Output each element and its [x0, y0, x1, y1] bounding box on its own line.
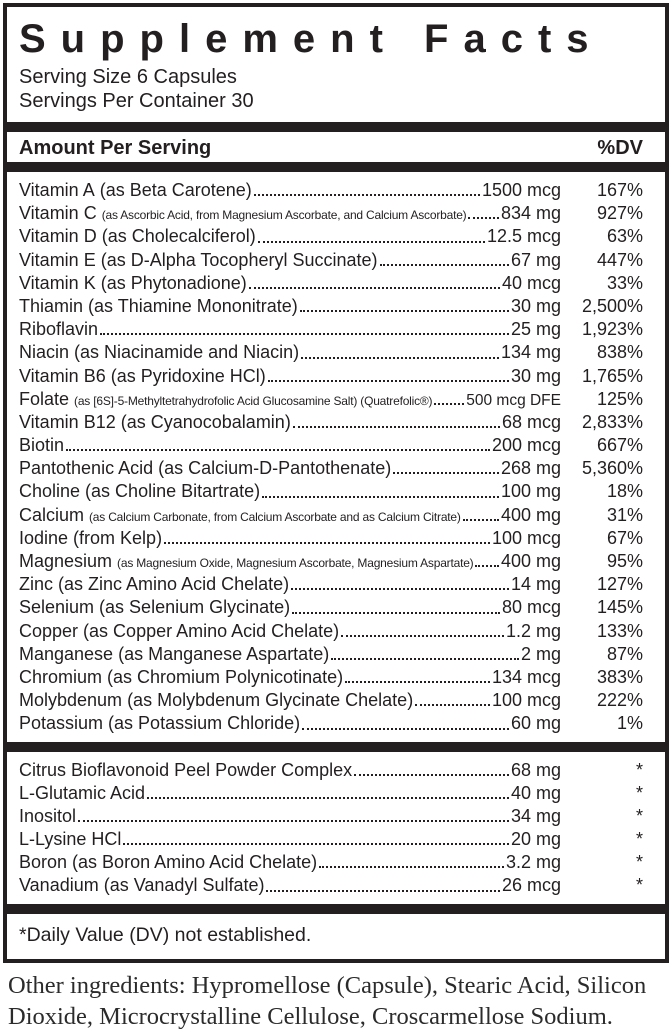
dot-leader — [380, 264, 509, 266]
secondary-nutrient-table — [7, 752, 665, 904]
nutrient-name: Vitamin E — [19, 249, 96, 270]
serving-size: Serving Size 6 Capsules — [19, 66, 237, 88]
nutrient-detail: (as Zinc Amino Acid Chelate) — [58, 574, 290, 595]
dot-leader — [78, 820, 509, 822]
nutrient-row — [19, 202, 643, 225]
nutrient-row — [19, 596, 643, 619]
nutrient-amount: 20 mg — [510, 829, 561, 850]
nutrient-dv: 2,833% — [581, 411, 643, 432]
nutrient-row — [19, 272, 643, 295]
dot-leader — [434, 403, 464, 405]
nutrient-dv: 133% — [596, 620, 643, 641]
nutrient-dv: 33% — [606, 272, 643, 293]
nutrient-dv: 127% — [596, 574, 643, 595]
dot-leader — [415, 704, 490, 706]
nutrient-row — [19, 573, 643, 596]
dot-leader — [291, 588, 509, 590]
nutrient-detail: (as Magnesium Oxide, Magnesium Ascorbate, Magnesium Aspartate) — [117, 556, 474, 570]
nutrient-row — [19, 874, 643, 897]
nutrient-detail: (as Molybdenum Glycinate Chelate) — [127, 690, 414, 711]
nutrient-dv: * — [635, 782, 643, 803]
section-divider-bar — [7, 904, 665, 914]
nutrient-amount: 1.2 mg — [505, 620, 561, 641]
nutrient-amount: 200 mcg — [491, 435, 561, 456]
nutrient-name: Vitamin A — [19, 180, 95, 200]
dot-leader — [331, 658, 519, 660]
dot-leader — [100, 333, 509, 335]
nutrient-dv: * — [635, 875, 643, 896]
nutrient-amount: 3.2 mg — [505, 852, 561, 873]
nutrient-amount: 100 mcg — [491, 690, 561, 711]
dot-leader — [354, 774, 509, 776]
dot-leader — [475, 565, 498, 567]
nutrient-amount: 834 mg — [500, 203, 561, 224]
nutrient-dv: 63% — [606, 226, 643, 247]
nutrient-row — [19, 828, 643, 851]
nutrient-detail: (as Thiamine Mononitrate) — [88, 295, 298, 316]
nutrient-amount: 30 mg — [510, 365, 561, 386]
nutrient-name: Riboflavin — [19, 319, 99, 340]
nutrient-row — [19, 365, 643, 388]
nutrient-name: L-Glutamic Acid — [19, 782, 146, 803]
nutrient-row — [19, 643, 643, 666]
nutrient-row — [19, 504, 643, 527]
nutrient-name: Niacin — [19, 342, 70, 363]
section-divider-bar — [7, 742, 665, 752]
nutrient-row — [19, 759, 643, 782]
nutrient-dv: 667% — [596, 435, 643, 456]
nutrient-row — [19, 480, 643, 503]
dot-leader — [258, 241, 485, 243]
nutrient-dv: 95% — [606, 551, 643, 571]
nutrient-row — [19, 712, 643, 735]
nutrient-detail: (as [6S]-5-Methyltetrahydrofolic Acid Glucosamine Salt) (Quatrefolic®) — [74, 393, 433, 408]
nutrient-dv: 167% — [596, 180, 643, 200]
nutrient-detail: (as Manganese Aspartate) — [118, 643, 330, 664]
column-header-row — [7, 132, 665, 164]
nutrient-amount: 100 mcg — [491, 527, 561, 548]
nutrient-row — [19, 179, 643, 202]
nutrient-name: Calcium — [19, 504, 85, 525]
nutrient-amount: 134 mcg — [491, 666, 561, 687]
nutrient-dv: 2,500% — [581, 295, 643, 316]
nutrient-detail: (as Calcium-D-Pantothenate) — [158, 458, 392, 479]
nutrient-name: Molybdenum — [19, 690, 123, 711]
column-header-dv: %DV — [597, 137, 643, 159]
dot-leader — [147, 797, 509, 799]
nutrient-row — [19, 457, 643, 480]
nutrient-dv: 31% — [606, 504, 643, 525]
dot-leader — [300, 310, 509, 312]
nutrient-name: Vitamin C — [19, 203, 97, 224]
nutrient-row — [19, 689, 643, 712]
nutrient-row — [19, 388, 643, 411]
nutrient-row — [19, 527, 643, 550]
nutrient-amount: 25 mg — [510, 319, 561, 340]
nutrient-dv: 145% — [596, 597, 643, 618]
nutrient-row — [19, 295, 643, 318]
dot-leader — [463, 519, 499, 521]
dot-leader — [345, 681, 490, 683]
nutrient-amount: 12.5 mcg — [486, 226, 561, 247]
nutrient-detail: (as Calcium Carbonate, from Calcium Ascorbate and as Calcium Citrate) — [89, 509, 461, 524]
dot-leader — [66, 449, 490, 451]
nutrient-amount: 400 mg — [500, 504, 561, 525]
nutrient-row — [19, 620, 643, 643]
nutrient-amount: 1500 mcg — [481, 180, 561, 200]
nutrient-dv: 18% — [606, 481, 643, 502]
dot-leader — [268, 380, 509, 382]
nutrient-dv: * — [635, 829, 643, 850]
nutrient-dv: 222% — [596, 690, 643, 711]
nutrient-name: Vitamin B12 — [19, 411, 116, 432]
nutrient-row — [19, 782, 643, 805]
nutrient-amount: 68 mg — [510, 759, 561, 780]
supplement-facts-panel — [3, 3, 669, 963]
dot-leader — [341, 635, 504, 637]
nutrient-dv: 1% — [616, 713, 643, 734]
nutrient-dv: 67% — [606, 527, 643, 548]
nutrient-row — [19, 805, 643, 828]
nutrient-detail: (as Cyanocobalamin) — [120, 411, 291, 432]
nutrient-dv: * — [635, 759, 643, 780]
nutrient-name: Manganese — [19, 643, 114, 664]
dot-leader — [301, 357, 499, 359]
nutrient-dv: 87% — [606, 643, 643, 664]
nutrient-amount: 80 mcg — [501, 597, 561, 618]
nutrient-amount: 40 mg — [510, 782, 561, 803]
nutrient-name: Pantothenic Acid — [19, 458, 154, 479]
nutrient-amount: 67 mg — [510, 249, 561, 270]
nutrient-dv: 383% — [596, 666, 643, 687]
nutrient-detail: (as Cholecalciferol) — [101, 226, 256, 247]
nutrient-name: Inositol — [19, 805, 77, 826]
other-ingredients: Other ingredients: Hypromellose (Capsule), Stearic Acid, Silicon Dioxide, Microcrystalline Cellulose, Croscarmellose Sodium. — [8, 971, 647, 1030]
nutrient-amount: 40 mcg — [501, 272, 561, 293]
column-header-amount: Amount Per Serving — [19, 137, 212, 159]
nutrient-detail: (as Ascorbic Acid, from Magnesium Ascorbate, and Calcium Ascorbate) — [101, 208, 467, 223]
nutrient-amount: 34 mg — [510, 805, 561, 826]
nutrient-detail: (as Beta Carotene) — [99, 180, 252, 200]
nutrient-amount: 68 mcg — [501, 411, 561, 432]
section-divider-bar — [7, 122, 665, 132]
nutrient-amount: 30 mg — [510, 295, 561, 316]
nutrient-dv: 838% — [596, 342, 643, 363]
nutrient-name: Boron — [19, 852, 68, 873]
nutrient-amount: 268 mg — [500, 458, 561, 479]
nutrient-detail: (as Chromium Polynicotinate) — [107, 666, 344, 687]
dot-leader — [293, 426, 500, 428]
nutrient-name: Magnesium — [19, 551, 113, 571]
nutrient-dv: 5,360% — [581, 458, 643, 479]
nutrient-row — [19, 318, 643, 341]
dot-leader — [319, 866, 504, 868]
nutrient-dv: 447% — [596, 249, 643, 270]
nutrient-row — [19, 225, 643, 248]
nutrient-name: Vanadium — [19, 875, 99, 896]
nutrient-name: Potassium — [19, 713, 104, 734]
nutrient-name: Copper — [19, 620, 79, 641]
nutrient-amount: 26 mcg — [501, 875, 561, 896]
nutrient-detail: (as Niacinamide and Niacin) — [74, 342, 300, 363]
section-divider-bar — [7, 164, 665, 172]
nutrient-detail: (as Copper Amino Acid Chelate) — [83, 620, 340, 641]
nutrient-name: L-Lysine HCl — [19, 829, 122, 850]
nutrient-name: Thiamin — [19, 295, 84, 316]
nutrient-name: Folate — [19, 388, 70, 409]
nutrient-detail: (as Boron Amino Acid Chelate) — [72, 852, 318, 873]
nutrient-dv: 1,923% — [581, 319, 643, 340]
nutrient-detail: (from Kelp) — [73, 527, 163, 548]
nutrient-row — [19, 249, 643, 272]
dot-leader — [123, 843, 509, 845]
nutrient-amount: 60 mg — [510, 713, 561, 734]
panel-title: Supplement Facts — [19, 17, 604, 61]
nutrient-detail: (as Potassium Chloride) — [108, 713, 301, 734]
nutrient-dv: 1,765% — [581, 365, 643, 386]
nutrient-name: Vitamin K — [19, 272, 96, 293]
nutrient-name: Iodine — [19, 527, 69, 548]
dv-footnote: *Daily Value (DV) not established. — [19, 923, 312, 946]
nutrient-name: Citrus Bioflavonoid Peel Powder Complex — [19, 759, 353, 780]
nutrient-row — [19, 851, 643, 874]
nutrient-row — [19, 341, 643, 364]
nutrient-amount: 14 mg — [510, 574, 561, 595]
nutrient-amount: 100 mg — [500, 481, 561, 502]
nutrient-dv: 125% — [596, 388, 643, 409]
nutrient-detail: (as Vanadyl Sulfate) — [103, 875, 265, 896]
servings-per-container: Servings Per Container 30 — [19, 90, 254, 112]
nutrient-amount: 2 mg — [520, 643, 561, 664]
nutrient-detail: (as Phytonadione) — [100, 272, 247, 293]
nutrient-amount: 400 mg — [500, 551, 561, 571]
nutrient-detail: (as Selenium Glycinate) — [99, 597, 291, 618]
nutrient-detail: (as D-Alpha Tocopheryl Succinate) — [100, 249, 378, 270]
dot-leader — [262, 496, 499, 498]
nutrient-name: Biotin — [19, 435, 65, 456]
dot-leader — [254, 194, 480, 196]
nutrient-dv: * — [635, 852, 643, 873]
nutrient-row — [19, 666, 643, 689]
nutrient-dv: * — [635, 805, 643, 826]
dot-leader — [393, 472, 499, 474]
nutrient-name: Vitamin D — [19, 226, 97, 247]
dot-leader — [302, 728, 509, 730]
nutrient-name: Selenium — [19, 597, 95, 618]
dot-leader — [266, 890, 499, 892]
nutrient-name: Vitamin B6 — [19, 365, 106, 386]
nutrient-name: Chromium — [19, 666, 103, 687]
dot-leader — [249, 287, 500, 289]
nutrient-row — [19, 434, 643, 457]
nutrient-amount: 500 mcg DFE — [466, 391, 561, 409]
main-nutrient-table — [7, 172, 665, 742]
nutrient-detail: (as Pyridoxine HCl) — [110, 365, 266, 386]
nutrient-dv: 927% — [596, 203, 643, 224]
nutrient-name: Zinc — [19, 574, 54, 595]
nutrient-row — [19, 411, 643, 434]
nutrient-detail: (as Choline Bitartrate) — [85, 481, 261, 502]
dot-leader — [468, 217, 498, 219]
nutrient-amount: 134 mg — [500, 342, 561, 363]
nutrient-row — [19, 550, 643, 573]
dot-leader — [292, 612, 500, 614]
dot-leader — [164, 542, 490, 544]
nutrient-name: Choline — [19, 481, 81, 502]
